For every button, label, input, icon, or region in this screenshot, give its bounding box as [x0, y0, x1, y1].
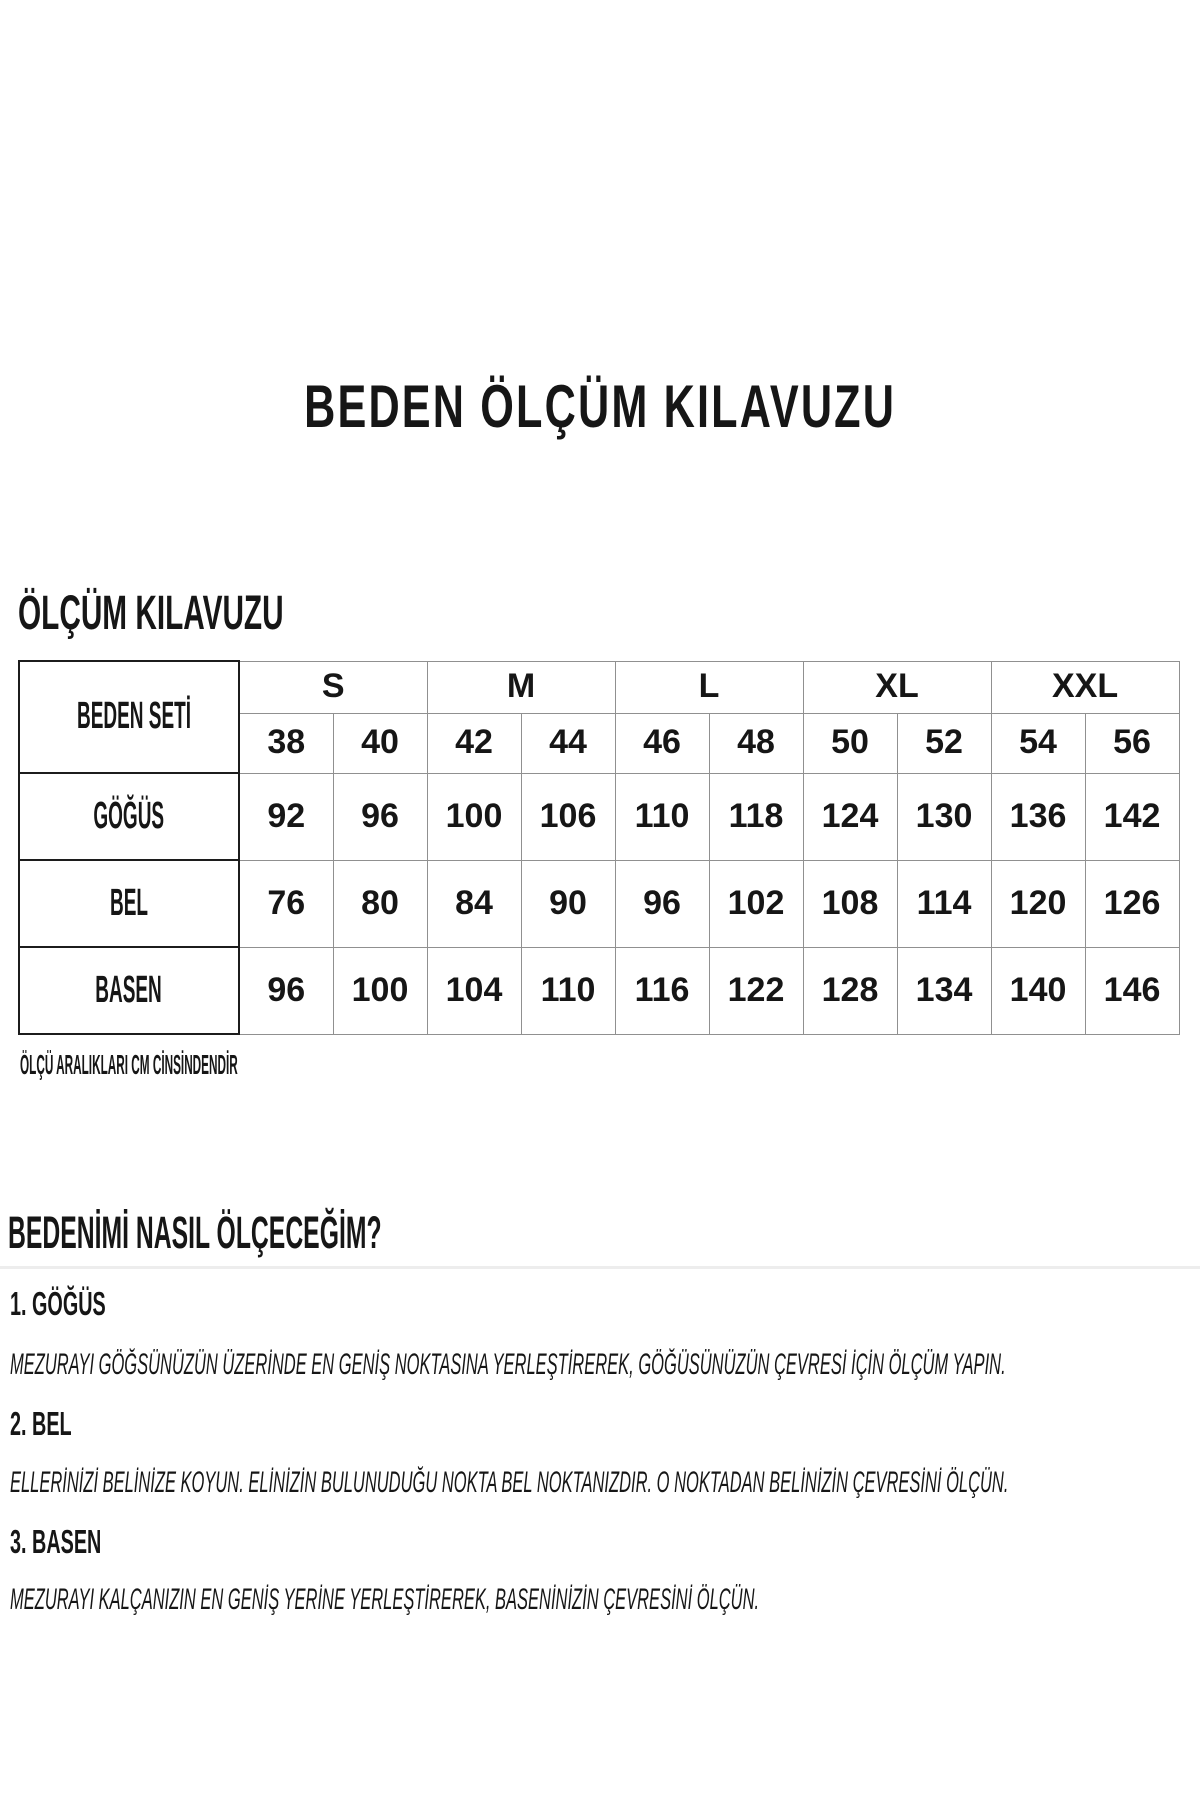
measure-value-cell: 106: [521, 773, 615, 860]
size-number-cell: 46: [615, 713, 709, 773]
measure-value-cell: 100: [427, 773, 521, 860]
measure-value-cell: 128: [803, 947, 897, 1034]
measure-value-cell: 116: [615, 947, 709, 1034]
section-divider: [0, 1266, 1200, 1269]
size-group-l: L: [615, 661, 803, 713]
page-title: BEDEN ÖLÇÜM KILAVUZU: [304, 373, 896, 440]
size-number-cell: 40: [333, 713, 427, 773]
size-table: [18, 660, 1180, 1035]
section-heading-measure-guide: ÖLÇÜM KILAVUZU: [18, 587, 284, 640]
size-number-cell: 56: [1085, 713, 1179, 773]
measure-value-cell: 80: [333, 860, 427, 947]
measure-value-cell: 122: [709, 947, 803, 1034]
table-row-waist: [19, 860, 1179, 947]
measure-value-cell: 136: [991, 773, 1085, 860]
step-title-waist: 2. BEL: [10, 1405, 72, 1442]
measure-value-cell: 134: [897, 947, 991, 1034]
size-group-m: M: [427, 661, 615, 713]
measure-value-cell: 84: [427, 860, 521, 947]
size-number-cell: 54: [991, 713, 1085, 773]
measure-value-cell: 92: [239, 773, 333, 860]
size-number-cell: 50: [803, 713, 897, 773]
measure-value-cell: 110: [521, 947, 615, 1034]
measure-row-label: BASEN: [19, 947, 239, 1034]
step-text-waist: ELLERİNİZİ BELİNİZE KOYUN. ELİNİZİN BULUNUDUĞU NOKTA BEL NOKTANIZDIR. O NOKTADAN BELİNİZİN ÇEVRESİNİ ÖLÇÜN.: [10, 1466, 1009, 1499]
size-group-s: S: [239, 661, 427, 713]
size-number-cell: 42: [427, 713, 521, 773]
measure-value-cell: 110: [615, 773, 709, 860]
step-text-hips: MEZURAYI KALÇANIZIN EN GENİŞ YERİNE YERLEŞTİREREK, BASENİNİZİN ÇEVRESİNİ ÖLÇÜN.: [10, 1583, 760, 1616]
measure-value-cell: 114: [897, 860, 991, 947]
how-to-heading: BEDENİMİ NASIL ÖLÇECEĞİM?: [8, 1207, 382, 1258]
measure-value-cell: 100: [333, 947, 427, 1034]
step-text-chest: MEZURAYI GÖĞSÜNÜZÜN ÜZERİNDE EN GENİŞ NOKTASINA YERLEŞTİREREK, GÖĞÜSÜNÜZÜN ÇEVRESİ İÇİN ÖLÇÜM YAPIN.: [10, 1348, 1006, 1381]
size-group-row: [19, 661, 1179, 713]
size-number-cell: 48: [709, 713, 803, 773]
measure-row-label: BEL: [19, 860, 239, 947]
measure-value-cell: 90: [521, 860, 615, 947]
measure-value-cell: 120: [991, 860, 1085, 947]
measure-value-cell: 118: [709, 773, 803, 860]
measure-row-label: GÖĞÜS: [19, 773, 239, 860]
measure-value-cell: 102: [709, 860, 803, 947]
measure-value-cell: 108: [803, 860, 897, 947]
table-row-chest: [19, 773, 1179, 860]
measure-value-cell: 96: [615, 860, 709, 947]
size-number-cell: 52: [897, 713, 991, 773]
measure-value-cell: 96: [333, 773, 427, 860]
step-title-chest: 1. GÖĞÜS: [10, 1285, 106, 1322]
step-title-hips: 3. BASEN: [10, 1523, 102, 1560]
measure-value-cell: 142: [1085, 773, 1179, 860]
size-number-cell: 38: [239, 713, 333, 773]
table-row-hips: [19, 947, 1179, 1034]
measure-value-cell: 104: [427, 947, 521, 1034]
size-number-cell: 44: [521, 713, 615, 773]
measure-value-cell: 124: [803, 773, 897, 860]
measure-value-cell: 126: [1085, 860, 1179, 947]
measure-value-cell: 146: [1085, 947, 1179, 1034]
size-set-label-cell: BEDEN SETİ: [19, 661, 239, 773]
measure-value-cell: 140: [991, 947, 1085, 1034]
size-group-xxl: XXL: [991, 661, 1179, 713]
units-note: ÖLÇÜ ARALIKLARI CM CİNSİNDENDİR: [20, 1049, 238, 1080]
size-group-xl: XL: [803, 661, 991, 713]
measure-value-cell: 130: [897, 773, 991, 860]
measure-value-cell: 76: [239, 860, 333, 947]
measure-value-cell: 96: [239, 947, 333, 1034]
